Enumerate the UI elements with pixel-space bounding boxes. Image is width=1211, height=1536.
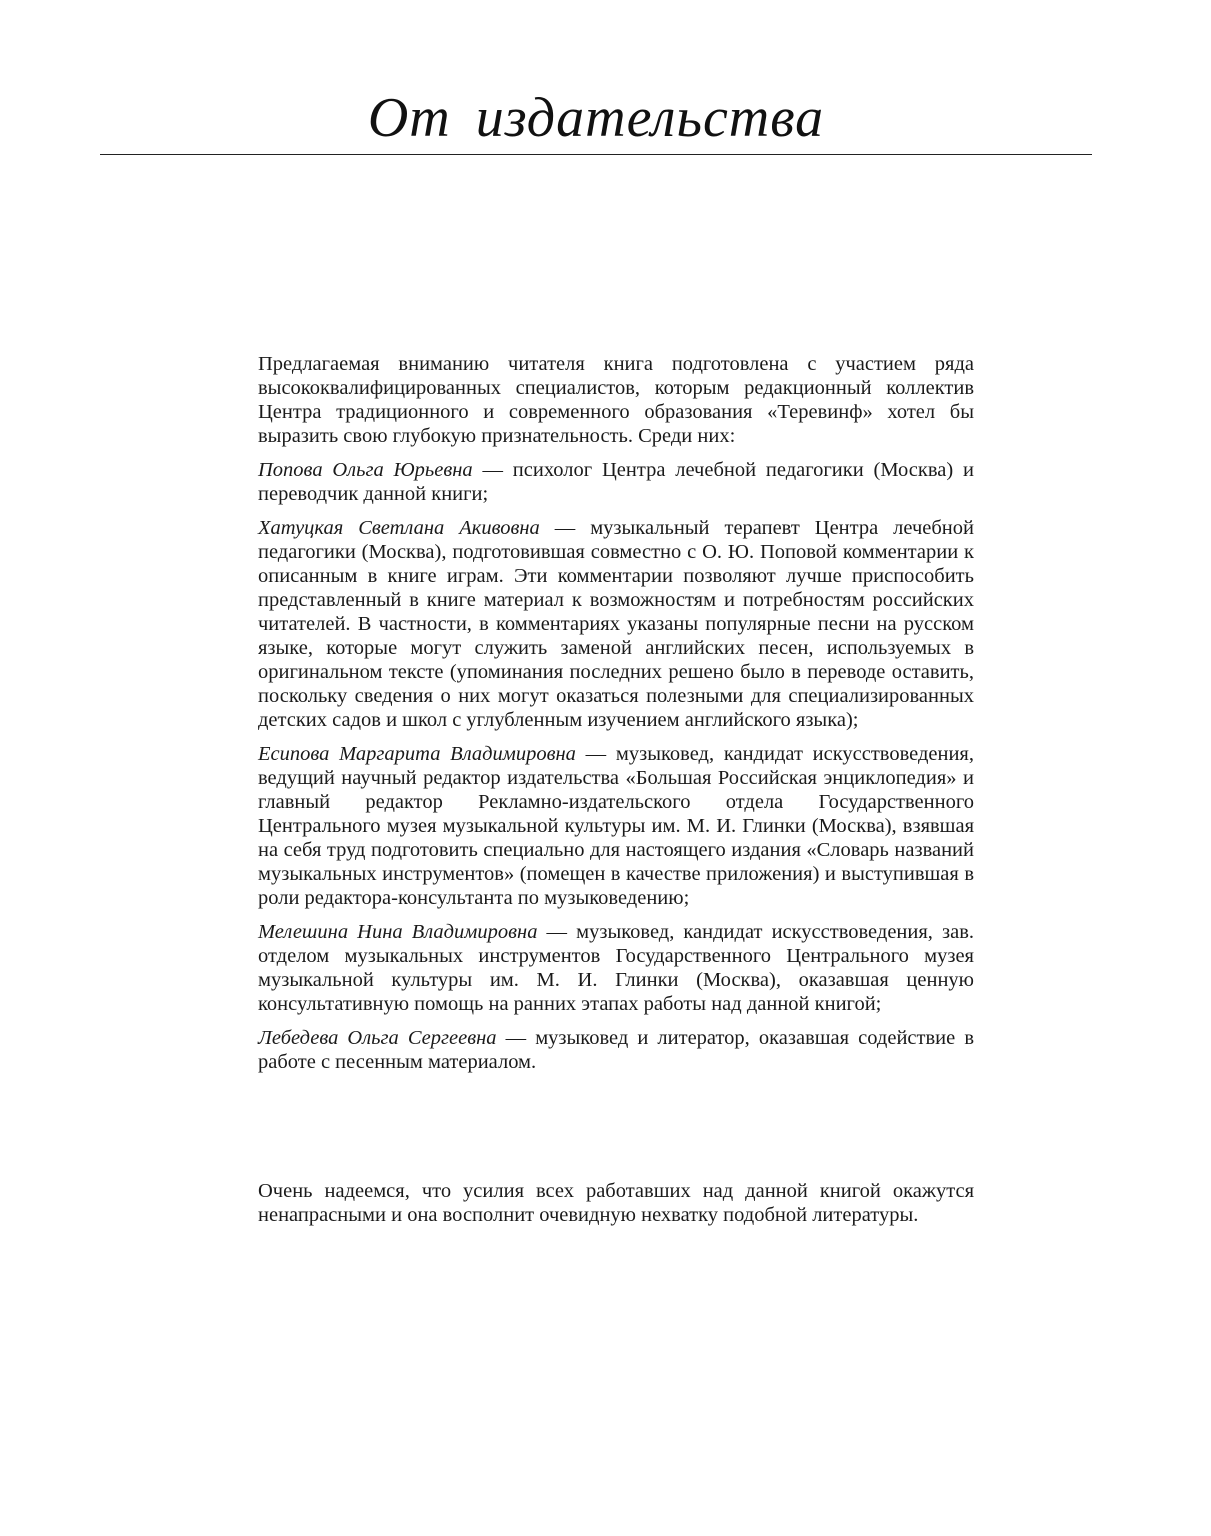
contributor-description: — музыковед, кандидат искусствоведения, ведущий научный редактор издательства «Большая Российская энциклопедия» и главный редактор Рекламно-издательского отдела Государственного Центрального музея музыкальной культуры им. М. И. Глинки (Москва), взявшая на себя труд подготовить специально для настоящего издания «Словарь названий музыкальных инструментов» (помещен в качестве приложения) и выступившая в роли редактора-консультанта по музыковедению; [258,743,974,909]
intro-paragraph: Предлагаемая вниманию читателя книга подготовлена с участием ряда высококвалифицированных специалистов, которым редакционный коллектив Центра традиционного и современного образования «Теревинф» хотел бы выразить свою глубокую признательность. Среди них: [258,353,974,447]
page-header [100,82,1092,155]
contributor-name: Лебедева Ольга Сергеевна [258,1027,497,1049]
contributor-paragraph [258,1026,974,1074]
contributor-description: — музыковед и литератор, оказавшая содействие в работе с песенным материалом. [258,1027,974,1073]
contributor-name: Хатуцкая Светлана Акивовна [258,517,540,539]
page-title: От издательства [367,87,825,149]
contributor-paragraph [258,516,974,732]
contributor-description: — музыкальный терапевт Центра лечебной педагогики (Москва), подготовившая совместно с О. Ю. Поповой комментарии к описанным в книге играм. Эти комментарии позволяют лучше приспособить представленный в книге материал к возможностям и потребностям российских читателей. В частности, в комментариях указаны популярные песни на русском языке, которые могут служить заменой английских песен, используемых в оригинальном тексте (упоминания последних решено было в переводе оставить, поскольку сведения о них могут оказаться полезными для специализированных детских садов и школ с углубленным изучением английского языка); [258,517,974,731]
contributor-paragraph [258,920,974,1016]
contributor-name: Есипова Маргарита Владимировна [258,743,576,765]
contributor-name: Попова Ольга Юрьевна [258,459,473,481]
contributor-description: — музыковед, кандидат искусствоведения, зав. отделом музыкальных инструментов Государственного Центрального музея музыкальной культуры им. М. И. Глинки (Москва), оказавшая ценную консультативную помощь на ранних этапах работы над данной книгой; [258,921,974,1015]
main-text [258,352,974,1084]
contributor-paragraph [258,458,974,506]
contributor-name: Мелешина Нина Владимировна [258,921,538,943]
contributor-paragraph [258,742,974,910]
closing-paragraph: Очень надеемся, что усилия всех работавших над данной книгой окажутся ненапрасными и она восполнит очевидную нехватку подобной литературы. [258,1180,974,1226]
contributor-description: — психолог Центра лечебной педагогики (Москва) и переводчик данной книги; [258,459,974,505]
closing-text [258,1179,974,1227]
